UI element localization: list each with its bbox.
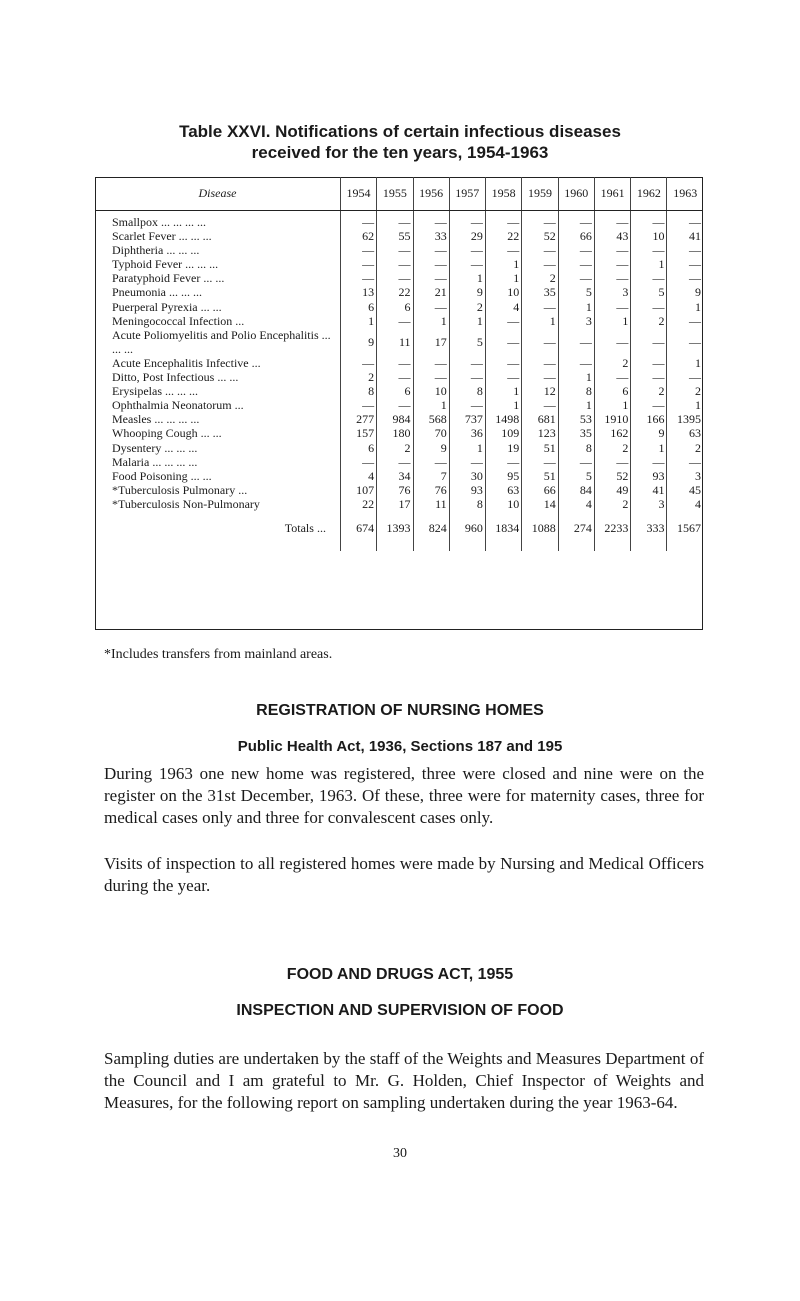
disease-name: *Tuberculosis Non-Pulmonary xyxy=(112,496,260,511)
count-cell: 3 xyxy=(558,314,594,328)
count-cell: — xyxy=(667,257,703,271)
disease-name: Smallpox ... ... ... ... xyxy=(112,215,207,229)
count-cell: — xyxy=(377,243,413,257)
count-cell: — xyxy=(485,215,521,229)
count-cell: 8 xyxy=(449,384,485,398)
table-row xyxy=(95,229,703,243)
count-cell: 8 xyxy=(340,384,376,398)
count-cell: — xyxy=(558,356,594,370)
count-cell: 1 xyxy=(449,271,485,285)
count-cell: — xyxy=(413,300,449,314)
count-cell: — xyxy=(522,300,558,314)
count-cell: 63 xyxy=(485,483,521,497)
year-header: 1955 xyxy=(377,177,413,211)
count-cell: — xyxy=(594,300,630,314)
table-row xyxy=(95,441,703,455)
count-cell: 6 xyxy=(340,441,376,455)
year-header: 1959 xyxy=(522,177,558,211)
count-cell: 51 xyxy=(522,441,558,455)
count-cell: — xyxy=(449,370,485,384)
year-header: 1963 xyxy=(667,177,703,211)
count-cell: 1 xyxy=(485,271,521,285)
count-cell: 162 xyxy=(594,426,630,440)
count-cell: — xyxy=(558,328,594,356)
count-cell: 8 xyxy=(558,441,594,455)
count-cell: 17 xyxy=(413,328,449,356)
count-cell: 1 xyxy=(340,314,376,328)
count-cell: 66 xyxy=(522,483,558,497)
count-cell: 1 xyxy=(594,314,630,328)
count-cell: 157 xyxy=(340,426,376,440)
table-row xyxy=(95,257,703,271)
count-cell: — xyxy=(594,257,630,271)
count-cell: 737 xyxy=(449,412,485,426)
table-header-row xyxy=(95,177,703,211)
disease-name: Food Poisoning ... ... xyxy=(112,468,212,483)
count-cell: 10 xyxy=(413,384,449,398)
count-cell: 1 xyxy=(413,398,449,412)
disease-name: Ditto, Post Infectious ... ... xyxy=(112,370,239,385)
disease-name: Ophthalmia Neonatorum ... xyxy=(112,398,244,413)
count-cell: 11 xyxy=(377,328,413,356)
disease-name: Acute Encephalitis Infective ... xyxy=(112,355,261,370)
count-cell: 36 xyxy=(449,426,485,440)
count-cell: — xyxy=(594,271,630,285)
nursing-heading: REGISTRATION OF NURSING HOMES xyxy=(256,702,544,719)
count-cell: 9 xyxy=(413,441,449,455)
count-cell: 53 xyxy=(558,412,594,426)
count-cell: 1 xyxy=(558,370,594,384)
count-cell: 13 xyxy=(340,285,376,299)
count-cell: 824 xyxy=(413,515,449,541)
count-cell: 34 xyxy=(377,469,413,483)
count-cell: — xyxy=(594,370,630,384)
count-cell: — xyxy=(377,271,413,285)
count-cell: 10 xyxy=(485,497,521,511)
count-cell: 123 xyxy=(522,426,558,440)
disease-name: Erysipelas ... ... ... xyxy=(112,384,198,399)
count-cell: — xyxy=(449,356,485,370)
count-cell: — xyxy=(485,356,521,370)
count-cell: — xyxy=(485,243,521,257)
count-cell: 1567 xyxy=(667,515,703,541)
count-cell: 14 xyxy=(522,497,558,511)
table-row xyxy=(95,398,703,412)
count-cell: 1 xyxy=(485,398,521,412)
disease-name: Whooping Cough ... ... xyxy=(112,426,222,441)
count-cell: 76 xyxy=(413,483,449,497)
count-cell: 4 xyxy=(340,469,376,483)
year-header: 1954 xyxy=(340,177,376,211)
year-header: 1962 xyxy=(631,177,667,211)
count-cell: 35 xyxy=(558,426,594,440)
count-cell: — xyxy=(522,257,558,271)
count-cell: — xyxy=(377,314,413,328)
count-cell: 2 xyxy=(377,441,413,455)
count-cell: — xyxy=(522,243,558,257)
count-cell: — xyxy=(631,215,667,229)
count-cell: 109 xyxy=(485,426,521,440)
count-cell: 333 xyxy=(631,515,667,541)
count-cell: — xyxy=(667,328,703,356)
count-cell: — xyxy=(377,455,413,469)
count-cell: — xyxy=(631,370,667,384)
count-cell: — xyxy=(413,243,449,257)
notifications-table xyxy=(95,177,703,551)
count-cell: — xyxy=(594,455,630,469)
count-cell: — xyxy=(340,215,376,229)
count-cell: 6 xyxy=(594,384,630,398)
disease-name: Scarlet Fever ... ... ... xyxy=(112,229,212,244)
count-cell: — xyxy=(631,300,667,314)
count-cell: 6 xyxy=(340,300,376,314)
count-cell: — xyxy=(340,257,376,271)
count-cell: 1834 xyxy=(485,515,521,541)
count-cell: 1 xyxy=(631,257,667,271)
footnote: *Includes transfers from mainland areas. xyxy=(104,647,333,662)
disease-name: Acute Poliomyelitis and Polio Encephalitis ... ... ... xyxy=(112,327,331,356)
count-cell: 2 xyxy=(449,300,485,314)
food-subheading: INSPECTION AND SUPERVISION OF FOOD xyxy=(236,1002,564,1019)
count-cell: 277 xyxy=(340,412,376,426)
count-cell: 52 xyxy=(594,469,630,483)
count-cell: 84 xyxy=(558,483,594,497)
count-cell: — xyxy=(522,370,558,384)
count-cell: 1 xyxy=(449,314,485,328)
count-cell: 1 xyxy=(594,398,630,412)
table-row xyxy=(95,285,703,299)
count-cell: 1 xyxy=(667,398,703,412)
count-cell: 6 xyxy=(377,384,413,398)
count-cell: 1 xyxy=(485,257,521,271)
count-cell: 180 xyxy=(377,426,413,440)
count-cell: 5 xyxy=(558,469,594,483)
count-cell: 11 xyxy=(413,497,449,511)
count-cell: 1088 xyxy=(522,515,558,541)
count-cell: 2 xyxy=(631,384,667,398)
count-cell: 166 xyxy=(631,412,667,426)
table-row xyxy=(95,243,703,257)
disease-name: Typhoid Fever ... ... ... xyxy=(112,257,219,272)
count-cell: 984 xyxy=(377,412,413,426)
food-heading: FOOD AND DRUGS ACT, 1955 xyxy=(286,966,514,983)
count-cell: 9 xyxy=(449,285,485,299)
count-cell: 43 xyxy=(594,229,630,243)
count-cell: 62 xyxy=(340,229,376,243)
disease-name: Diphtheria ... ... ... xyxy=(112,243,200,258)
count-cell: 5 xyxy=(558,285,594,299)
count-cell: — xyxy=(522,215,558,229)
disease-name: Totals ... xyxy=(284,520,326,535)
count-cell: 52 xyxy=(522,229,558,243)
count-cell: 2 xyxy=(594,441,630,455)
count-cell: 7 xyxy=(413,469,449,483)
count-cell: — xyxy=(558,455,594,469)
year-header: 1957 xyxy=(449,177,485,211)
disease-name: Meningococcal Infection ... xyxy=(112,313,245,328)
count-cell: 1 xyxy=(558,398,594,412)
count-cell: 95 xyxy=(485,469,521,483)
table-row xyxy=(95,300,703,314)
count-cell: — xyxy=(594,328,630,356)
count-cell: — xyxy=(594,215,630,229)
count-cell: 19 xyxy=(485,441,521,455)
count-cell: 681 xyxy=(522,412,558,426)
count-cell: — xyxy=(558,257,594,271)
table-row xyxy=(95,455,703,469)
count-cell: 674 xyxy=(340,515,376,541)
count-cell: — xyxy=(631,271,667,285)
table-row xyxy=(95,426,703,440)
count-cell: 107 xyxy=(340,483,376,497)
count-cell: 10 xyxy=(485,285,521,299)
table-row xyxy=(95,271,703,285)
count-cell: 2 xyxy=(631,314,667,328)
count-cell: — xyxy=(377,356,413,370)
count-cell: 1498 xyxy=(485,412,521,426)
count-cell: — xyxy=(413,455,449,469)
count-cell: 1910 xyxy=(594,412,630,426)
disease-header: Disease xyxy=(95,177,340,211)
disease-name: Paratyphoid Fever ... ... xyxy=(112,271,225,286)
disease-name: Malaria ... ... ... ... xyxy=(112,454,198,469)
count-cell: 45 xyxy=(667,483,703,497)
count-cell: 5 xyxy=(449,328,485,356)
count-cell: 49 xyxy=(594,483,630,497)
table-title-line2: received for the ten years, 1954-1963 xyxy=(251,143,549,162)
count-cell: — xyxy=(413,370,449,384)
count-cell: — xyxy=(667,455,703,469)
count-cell: — xyxy=(413,356,449,370)
count-cell: 2 xyxy=(667,441,703,455)
count-cell: — xyxy=(449,243,485,257)
year-header: 1960 xyxy=(558,177,594,211)
count-cell: — xyxy=(377,398,413,412)
count-cell: — xyxy=(667,314,703,328)
count-cell: 2 xyxy=(594,356,630,370)
count-cell: — xyxy=(522,455,558,469)
table-row xyxy=(95,356,703,370)
nursing-paragraph-1: During 1963 one new home was registered, three were closed and nine were on the register on the 31st December, 1963. Of these, three were for maternity cases, three for medical cases only and three for convalescent cases only. xyxy=(104,764,704,827)
count-cell: 93 xyxy=(449,483,485,497)
count-cell: — xyxy=(522,356,558,370)
count-cell: 2 xyxy=(340,370,376,384)
count-cell: — xyxy=(667,243,703,257)
count-cell: 63 xyxy=(667,426,703,440)
nursing-paragraph-2: Visits of inspection to all registered homes were made by Nursing and Medical Officers during the year. xyxy=(104,854,704,895)
count-cell: 8 xyxy=(449,497,485,511)
count-cell: — xyxy=(340,455,376,469)
count-cell: 41 xyxy=(667,229,703,243)
count-cell: 2 xyxy=(522,271,558,285)
count-cell: 41 xyxy=(631,483,667,497)
year-header: 1961 xyxy=(594,177,630,211)
disease-name: Measles ... ... ... ... xyxy=(112,412,200,427)
count-cell: 1393 xyxy=(377,515,413,541)
count-cell: 2 xyxy=(594,497,630,511)
count-cell: 93 xyxy=(631,469,667,483)
count-cell: 1 xyxy=(558,300,594,314)
table-end xyxy=(95,541,703,551)
table-row xyxy=(95,215,703,229)
count-cell: — xyxy=(413,271,449,285)
count-cell: 2 xyxy=(667,384,703,398)
count-cell: 568 xyxy=(413,412,449,426)
count-cell: — xyxy=(340,356,376,370)
count-cell: 1 xyxy=(522,314,558,328)
count-cell: 1 xyxy=(667,300,703,314)
count-cell: 3 xyxy=(667,469,703,483)
table-row xyxy=(95,328,703,356)
count-cell: — xyxy=(631,243,667,257)
count-cell: — xyxy=(377,215,413,229)
count-cell: — xyxy=(449,215,485,229)
count-cell: 29 xyxy=(449,229,485,243)
table-row xyxy=(95,314,703,328)
count-cell: 9 xyxy=(667,285,703,299)
count-cell: 76 xyxy=(377,483,413,497)
disease-name: *Tuberculosis Pulmonary ... xyxy=(112,482,248,497)
count-cell: — xyxy=(485,370,521,384)
count-cell: — xyxy=(558,215,594,229)
count-cell: — xyxy=(667,215,703,229)
count-cell: 70 xyxy=(413,426,449,440)
disease-name: Dysentery ... ... ... xyxy=(112,440,198,455)
count-cell: — xyxy=(522,328,558,356)
count-cell: 9 xyxy=(631,426,667,440)
year-header: 1958 xyxy=(485,177,521,211)
count-cell: 1 xyxy=(667,356,703,370)
count-cell: — xyxy=(667,370,703,384)
count-cell: 66 xyxy=(558,229,594,243)
count-cell: 55 xyxy=(377,229,413,243)
count-cell: 3 xyxy=(631,497,667,511)
count-cell: — xyxy=(558,271,594,285)
table-body xyxy=(95,211,703,551)
totals-row xyxy=(95,515,703,541)
count-cell: — xyxy=(667,271,703,285)
count-cell: 30 xyxy=(449,469,485,483)
count-cell: — xyxy=(631,398,667,412)
count-cell: 35 xyxy=(522,285,558,299)
count-cell: — xyxy=(558,243,594,257)
table-row xyxy=(95,412,703,426)
count-cell: 5 xyxy=(631,285,667,299)
count-cell: 9 xyxy=(340,328,376,356)
count-cell: 33 xyxy=(413,229,449,243)
count-cell: — xyxy=(631,356,667,370)
count-cell: — xyxy=(413,257,449,271)
food-paragraph: Sampling duties are undertaken by the staff of the Weights and Measures Department of the Council and I am grateful to Mr. G. Holden, Chief Inspector of Weights and Measures, for the following report on sampling undertaken during the year 1963-64. xyxy=(104,1049,704,1112)
count-cell: — xyxy=(594,243,630,257)
count-cell: 22 xyxy=(340,497,376,511)
count-cell: 960 xyxy=(449,515,485,541)
count-cell: 12 xyxy=(522,384,558,398)
count-cell: 1 xyxy=(631,441,667,455)
count-cell: — xyxy=(631,328,667,356)
count-cell: 1395 xyxy=(667,412,703,426)
count-cell: — xyxy=(631,455,667,469)
count-cell: — xyxy=(340,398,376,412)
count-cell: 6 xyxy=(377,300,413,314)
disease-name: Pneumonia ... ... ... xyxy=(112,285,202,300)
count-cell: 3 xyxy=(594,285,630,299)
count-cell: — xyxy=(340,243,376,257)
count-cell: — xyxy=(449,398,485,412)
table-title-line1: Table XXVI. Notifications of certain infectious diseases xyxy=(179,122,621,141)
table-row xyxy=(95,483,703,497)
count-cell: — xyxy=(413,215,449,229)
count-cell: 2233 xyxy=(594,515,630,541)
count-cell: — xyxy=(340,271,376,285)
count-cell: 4 xyxy=(667,497,703,511)
count-cell: — xyxy=(485,314,521,328)
count-cell: — xyxy=(377,257,413,271)
count-cell: 51 xyxy=(522,469,558,483)
count-cell: 22 xyxy=(485,229,521,243)
disease-name: Puerperal Pyrexia ... ... xyxy=(112,299,222,314)
table-row xyxy=(95,384,703,398)
count-cell: 4 xyxy=(485,300,521,314)
count-cell: — xyxy=(449,455,485,469)
count-cell: — xyxy=(522,398,558,412)
nursing-subheading: Public Health Act, 1936, Sections 187 and 195 xyxy=(237,738,563,755)
page-number: 30 xyxy=(393,1146,407,1161)
table-row xyxy=(95,497,703,511)
count-cell: — xyxy=(449,257,485,271)
count-cell: 1 xyxy=(449,441,485,455)
table-row xyxy=(95,370,703,384)
count-cell: — xyxy=(485,455,521,469)
count-cell: 21 xyxy=(413,285,449,299)
year-header: 1956 xyxy=(413,177,449,211)
count-cell: 1 xyxy=(485,384,521,398)
count-cell: 274 xyxy=(558,515,594,541)
count-cell: 10 xyxy=(631,229,667,243)
count-cell: 1 xyxy=(413,314,449,328)
count-cell: — xyxy=(377,370,413,384)
count-cell: 22 xyxy=(377,285,413,299)
table-row xyxy=(95,469,703,483)
count-cell: — xyxy=(485,328,521,356)
count-cell: 17 xyxy=(377,497,413,511)
count-cell: 4 xyxy=(558,497,594,511)
count-cell: 8 xyxy=(558,384,594,398)
